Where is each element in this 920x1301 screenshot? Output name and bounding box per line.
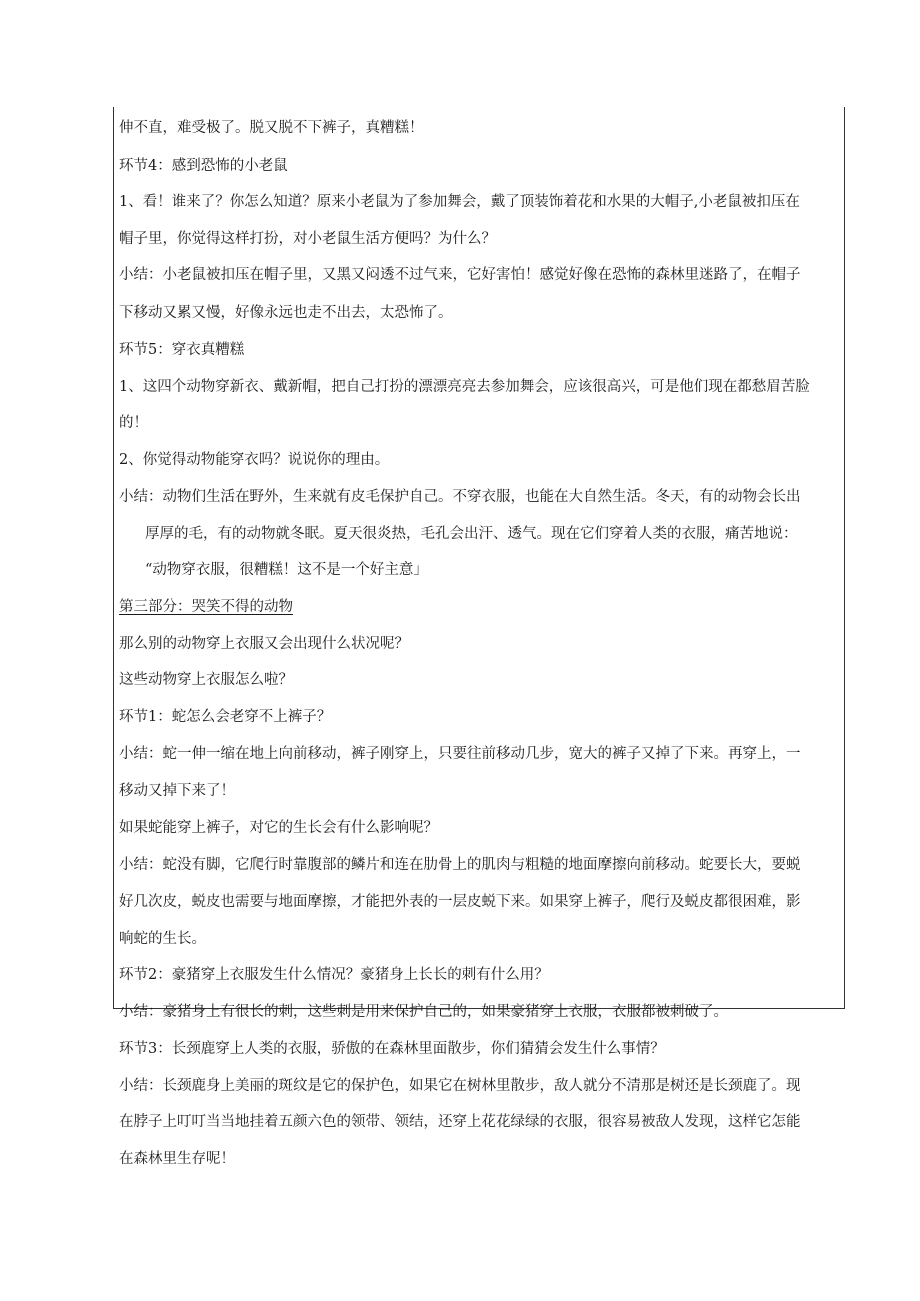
paragraph-line: 移动又掉下来了！	[119, 783, 235, 799]
paragraph-line: 的！	[119, 415, 148, 431]
section-heading: 环节4：感到恐怖的小老鼠	[119, 158, 288, 174]
paragraph-line: 小结：动物们生活在野外，生来就有皮毛保护自己。不穿衣服，也能在大自然生活。冬天，有的动物会长出	[119, 489, 801, 505]
paragraph-line: 这些动物穿上衣服怎么啦？	[119, 672, 293, 688]
paragraph-line: 小结：蛇一伸一缩在地上向前移动，裤子刚穿上，只要往前移动几步，宽大的裤子又掉了下来。再穿上，一	[119, 746, 801, 762]
paragraph-line: 小结：豪猪身上有很长的刺，这些刺是用来保护自己的，如果豪猪穿上衣服，衣服都被刺破了。	[119, 1004, 728, 1020]
section-heading: 环节3：长颈鹿穿上人类的衣服，骄傲的在森林里面散步，你们猜猜会发生什么事情？	[119, 1041, 665, 1057]
paragraph-line: 如果蛇能穿上裤子，对它的生长会有什么影响呢？	[119, 820, 438, 836]
paragraph-line: 好几次皮，蜕皮也需要与地面摩擦，才能把外表的一层皮蜕下来。如果穿上裤子，爬行及蜕皮都很困难，影	[119, 894, 801, 910]
paragraph-line: 厚厚的毛，有的动物就冬眠。夏天很炎热，毛孔会出汗、透气。现在它们穿着人类的衣服，痛苦地说：	[145, 526, 798, 542]
part-heading: 第三部分：哭笑不得的动物	[119, 599, 293, 615]
paragraph-line: 小结：蛇没有脚，它爬行时靠腹部的鳞片和连在肋骨上的肌肉与粗糙的地面摩擦向前移动。蛇要长大，要蜕	[119, 857, 801, 873]
paragraph-line: 伸不直，难受极了。脱又脱不下裤子，真糟糕！	[119, 120, 424, 136]
paragraph-line: 下移动又累又慢，好像永远也走不出去，太恐怖了。	[119, 305, 453, 321]
paragraph-line: 1、这四个动物穿新衣、戴新帽，把自己打扮的漂漂亮亮去参加舞会，应该很高兴，可是他们现在都愁眉苦脸	[119, 379, 810, 395]
section-heading: 环节2：豪猪穿上衣服发生什么情况？豪猪身上长长的刺有什么用？	[119, 967, 549, 983]
paragraph-line: “动物穿衣服，很糟糕！这不是一个好主意」	[145, 562, 428, 578]
section-heading: 环节1：蛇怎么会老穿不上裤子？	[119, 709, 332, 725]
paragraph-line: 2、你觉得动物能穿衣吗？说说你的理由。	[119, 452, 390, 468]
paragraph-line: 响蛇的生长。	[119, 931, 206, 947]
section-heading: 环节5：穿衣真糟糕	[119, 342, 245, 358]
paragraph-line: 帽子里，你觉得这样打扮，对小老鼠生活方便吗？为什么？	[119, 231, 496, 247]
paragraph-line: 1、看！谁来了？你怎么知道？原来小老鼠为了参加舞会，戴了顶装饰着花和水果的大帽子,小老鼠被扣压在	[119, 194, 800, 210]
paragraph-line: 那么别的动物穿上衣服又会出现什么状况呢？	[119, 636, 409, 652]
paragraph-line: 在脖子上叮叮当当地挂着五颜六色的领带、领结，还穿上花花绿绿的衣服，很容易被敌人发现，这样它怎能	[119, 1114, 801, 1130]
paragraph-line: 在森林里生存呢！	[119, 1151, 235, 1167]
paragraph-line: 小结：小老鼠被扣压在帽子里，又黑又闷透不过气来，它好害怕！感觉好像在恐怖的森林里迷路了，在帽子	[119, 267, 801, 283]
paragraph-line: 小结：长颈鹿身上美丽的斑纹是它的保护色，如果它在树林里散步，敌人就分不清那是树还是长颈鹿了。现	[119, 1078, 801, 1094]
